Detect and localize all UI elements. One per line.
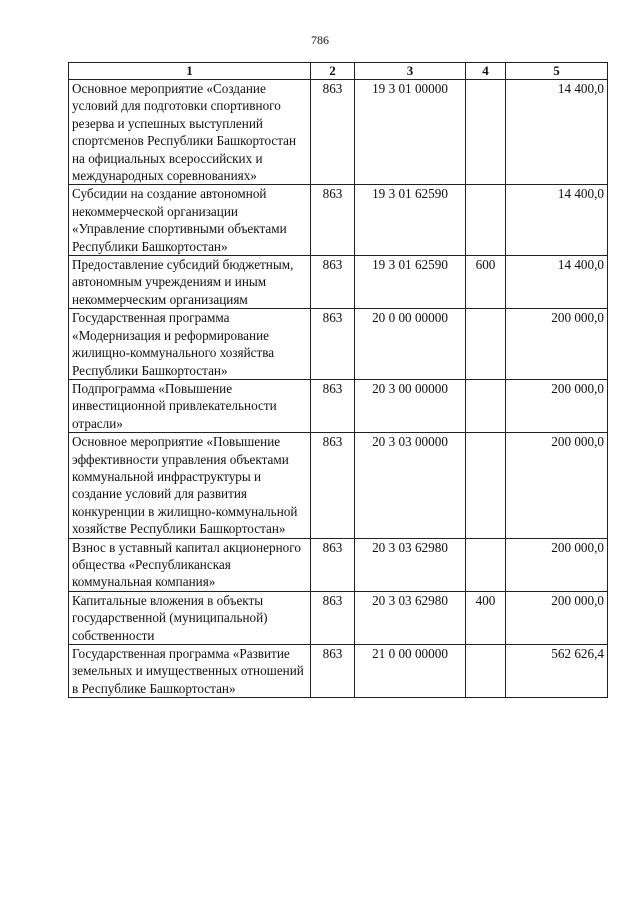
row-vr [466,185,506,256]
row-name: Основное мероприятие «Создание условий для подготовки спортивного резерва и успешных выступлений спортсменов Республики Башкортостан на официальных всероссийских и международных соревнованиях» [69,80,311,185]
row-vr [466,379,506,432]
row-sum: 200 000,0 [506,309,608,380]
row-name: Государственная программа «Модернизация и реформирование жилищно-коммунального хозяйства Республики Башкортостан» [69,309,311,380]
row-grbs: 863 [311,256,355,309]
row-csr: 20 3 03 62980 [355,538,466,591]
table-row [69,538,608,591]
header-row [69,63,608,80]
row-csr: 20 3 03 00000 [355,433,466,538]
row-name: Государственная программа «Развитие земельных и имущественных отношений в Республике Башкортостан» [69,645,311,698]
row-vr: 400 [466,591,506,644]
row-vr [466,538,506,591]
row-grbs: 863 [311,185,355,256]
row-name: Основное мероприятие «Повышение эффективности управления объектами коммунальной инфраструктуры и создание условий для развития конкуренции в жилищно-коммунальной хозяйстве Республики Башкортостан» [69,433,311,538]
row-sum: 200 000,0 [506,433,608,538]
row-grbs: 863 [311,80,355,185]
row-vr [466,645,506,698]
row-sum: 562 626,4 [506,645,608,698]
table-header [69,63,608,80]
row-vr [466,80,506,185]
table-body [69,80,608,698]
row-grbs: 863 [311,379,355,432]
row-sum: 200 000,0 [506,379,608,432]
row-grbs: 863 [311,538,355,591]
header-col-3: 3 [355,63,466,80]
row-grbs: 863 [311,645,355,698]
table-row [69,80,608,185]
row-sum: 14 400,0 [506,185,608,256]
header-col-1: 1 [69,63,311,80]
header-col-2: 2 [311,63,355,80]
row-vr [466,309,506,380]
row-sum: 14 400,0 [506,256,608,309]
row-name: Подпрограмма «Повышение инвестиционной привлекательности отрасли» [69,379,311,432]
row-vr [466,433,506,538]
table-row [69,256,608,309]
page-number: 786 [311,33,329,47]
row-csr: 20 0 00 00000 [355,309,466,380]
row-csr: 20 3 03 62980 [355,591,466,644]
row-sum: 200 000,0 [506,538,608,591]
row-name: Капитальные вложения в объекты государственной (муниципальной) собственности [69,591,311,644]
row-sum: 14 400,0 [506,80,608,185]
budget-table [68,62,608,698]
table-row [69,645,608,698]
row-csr: 20 3 00 00000 [355,379,466,432]
row-csr: 21 0 00 00000 [355,645,466,698]
header-col-5: 5 [506,63,608,80]
table-row [69,309,608,380]
row-csr: 19 3 01 00000 [355,80,466,185]
table-row [69,379,608,432]
row-csr: 19 3 01 62590 [355,185,466,256]
header-col-4: 4 [466,63,506,80]
table-row [69,433,608,538]
row-vr: 600 [466,256,506,309]
row-grbs: 863 [311,433,355,538]
row-grbs: 863 [311,309,355,380]
row-name: Субсидии на создание автономной некоммерческой организации «Управление спортивными объектами Республики Башкортостан» [69,185,311,256]
row-name: Взнос в уставный капитал акционерного общества «Республиканская коммунальная компания» [69,538,311,591]
table-row [69,591,608,644]
row-name: Предоставление субсидий бюджетным, автономным учреждениям и иным некоммерческим организациям [69,256,311,309]
row-grbs: 863 [311,591,355,644]
row-sum: 200 000,0 [506,591,608,644]
row-csr: 19 3 01 62590 [355,256,466,309]
table-row [69,185,608,256]
